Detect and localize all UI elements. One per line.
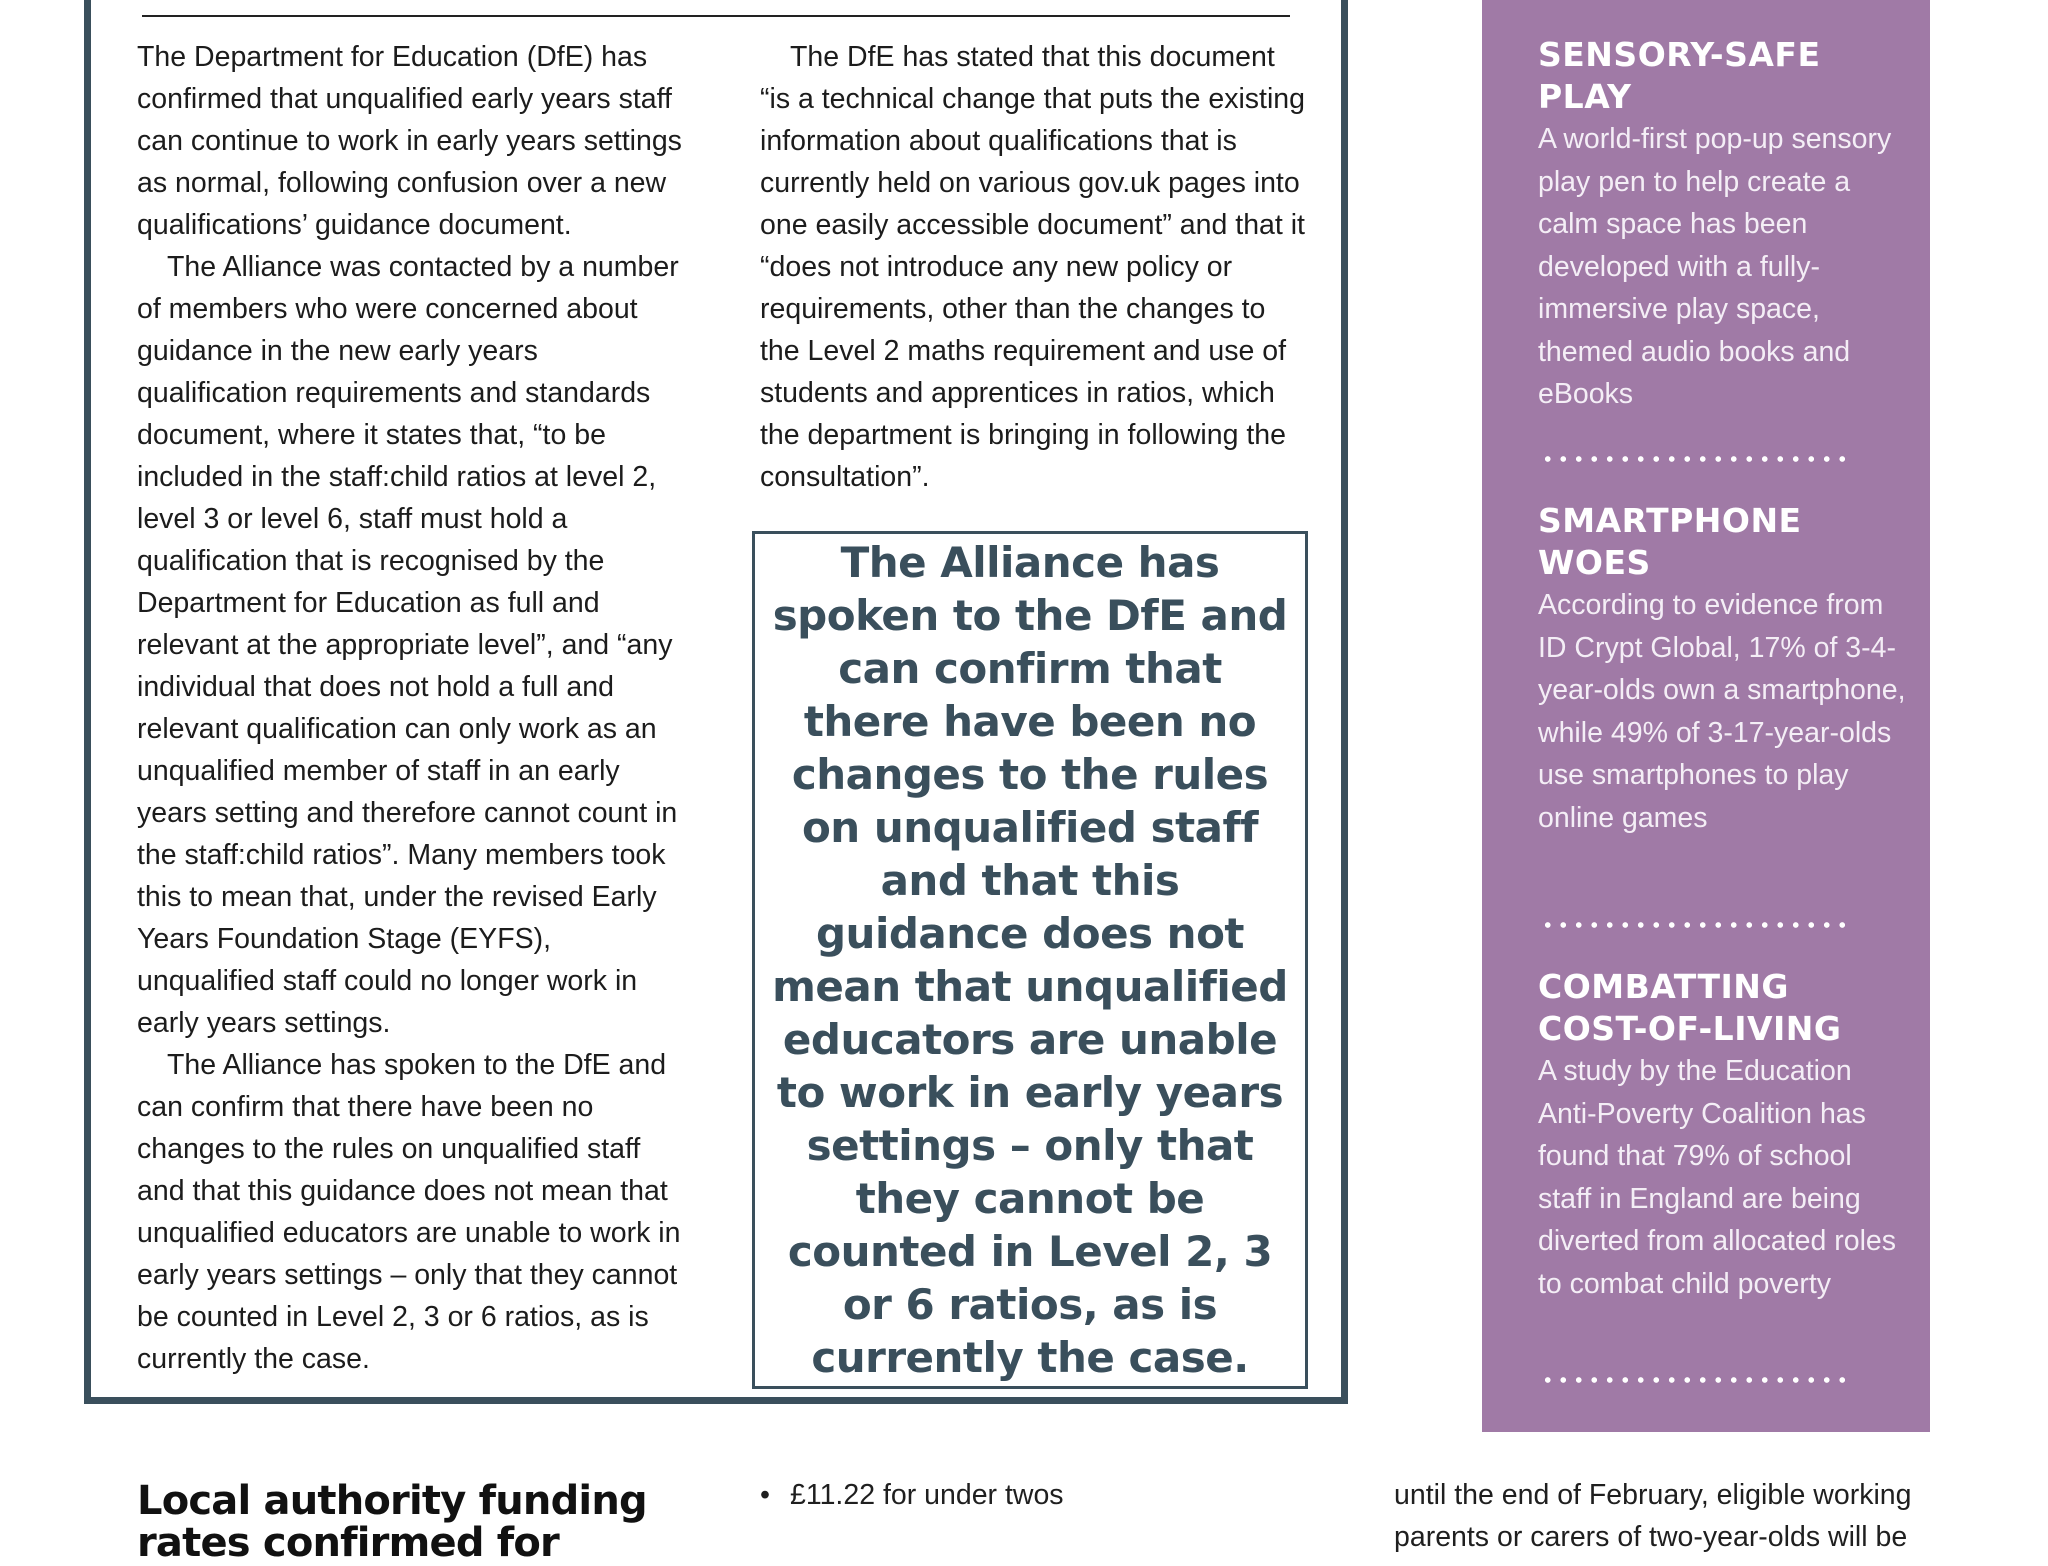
section-heading: Local authority funding rates confirmed for — [137, 1478, 647, 1566]
bullet-text: £11.22 for under twos — [790, 1479, 1064, 1511]
bullet-icon: • — [760, 1479, 770, 1511]
sidebar-item-heading: COMBATTING COST-OF-LIVING — [1538, 967, 1842, 1048]
news-sidebar — [1482, 0, 1930, 1432]
article-paragraph: The Alliance was contacted by a number of members who were concerned about guidance in the new early years qualification requirements and standards document, where it states that, “to be included in the staff:child ratios at level 2, level 3 or level 6, staff must hold a qualification that is recognised by the Department for Education as full and relevant at the appropriate level”, and “any individual that does not hold a full and relevant qualification can only work as an unqualified member of staff in an early years setting and therefore cannot count in the staff:child ratios”. Many members took this to mean that, under the revised Early Years Foundation Stage (EYFS), unqualified staff could no longer work in early years settings. — [137, 251, 679, 1039]
dotted-divider — [1540, 1376, 1850, 1384]
top-divider — [142, 15, 1290, 17]
article-paragraph: The Alliance has spoken to the DfE and can confirm that there have been no changes to the rules on unqualified staff and that this guidance does not mean that unqualified educators are unable to work in early years settings – only that they cannot be counted in Level 2, 3 or 6 ratios, as is currently the case. — [137, 1049, 681, 1375]
pull-quote-text: The Alliance has spoken to the DfE and can confirm that there have been no changes to the rules on unqualified staff and that this guidance does not mean that unqualified educators are unable to work in early years settings – only that they cannot be counted in Level 2, 3 or 6 ratios, as is currently the case. — [772, 538, 1288, 1382]
sidebar-item-smartphone-woes — [1538, 500, 1908, 839]
sidebar-item-body: According to evidence from ID Crypt Global, 17% of 3-4-year-olds own a smartphone, while 49% of 3-17-year-olds use smartphones to play online games — [1538, 589, 1906, 834]
sidebar-item-sensory-safe-play — [1538, 34, 1908, 416]
sidebar-item-body: A study by the Education Anti-Poverty Coalition has found that 79% of school staff in England are being diverted from allocated roles to combat child poverty — [1538, 1055, 1897, 1300]
sidebar-item-heading: SENSORY-SAFE PLAY — [1538, 35, 1821, 116]
article-paragraph: The Department for Education (DfE) has confirmed that unqualified early years staff can continue to work in early years settings as normal, following confusion over a new qualifications’ guidance document. — [137, 41, 682, 241]
sidebar-item-cost-of-living — [1538, 966, 1908, 1305]
article-left-column — [137, 36, 682, 1380]
article-text-continued: until the end of February, eligible working parents or carers of two-year-olds will be — [1394, 1479, 1912, 1553]
article-paragraph: The DfE has stated that this document “is a technical change that puts the existing information about qualifications that is currently held on various gov.uk pages into one easily accessible document” and that it “does not introduce any new policy or requirements, other than the changes to the Level 2 maths requirement and use of students and apprentices in ratios, which the department is bringing in following the consultation”. — [760, 41, 1305, 493]
dotted-divider — [1540, 921, 1850, 929]
dotted-divider — [1540, 455, 1850, 463]
pull-quote-box — [752, 531, 1308, 1389]
article-middle-column — [760, 36, 1310, 498]
bullet-list-item — [760, 1474, 1064, 1516]
sidebar-item-body: A world-first pop-up sensory play pen to help create a calm space has been developed with a fully-immersive play space, themed audio books and eBooks — [1538, 123, 1892, 410]
sidebar-item-heading: SMARTPHONE WOES — [1538, 501, 1802, 582]
